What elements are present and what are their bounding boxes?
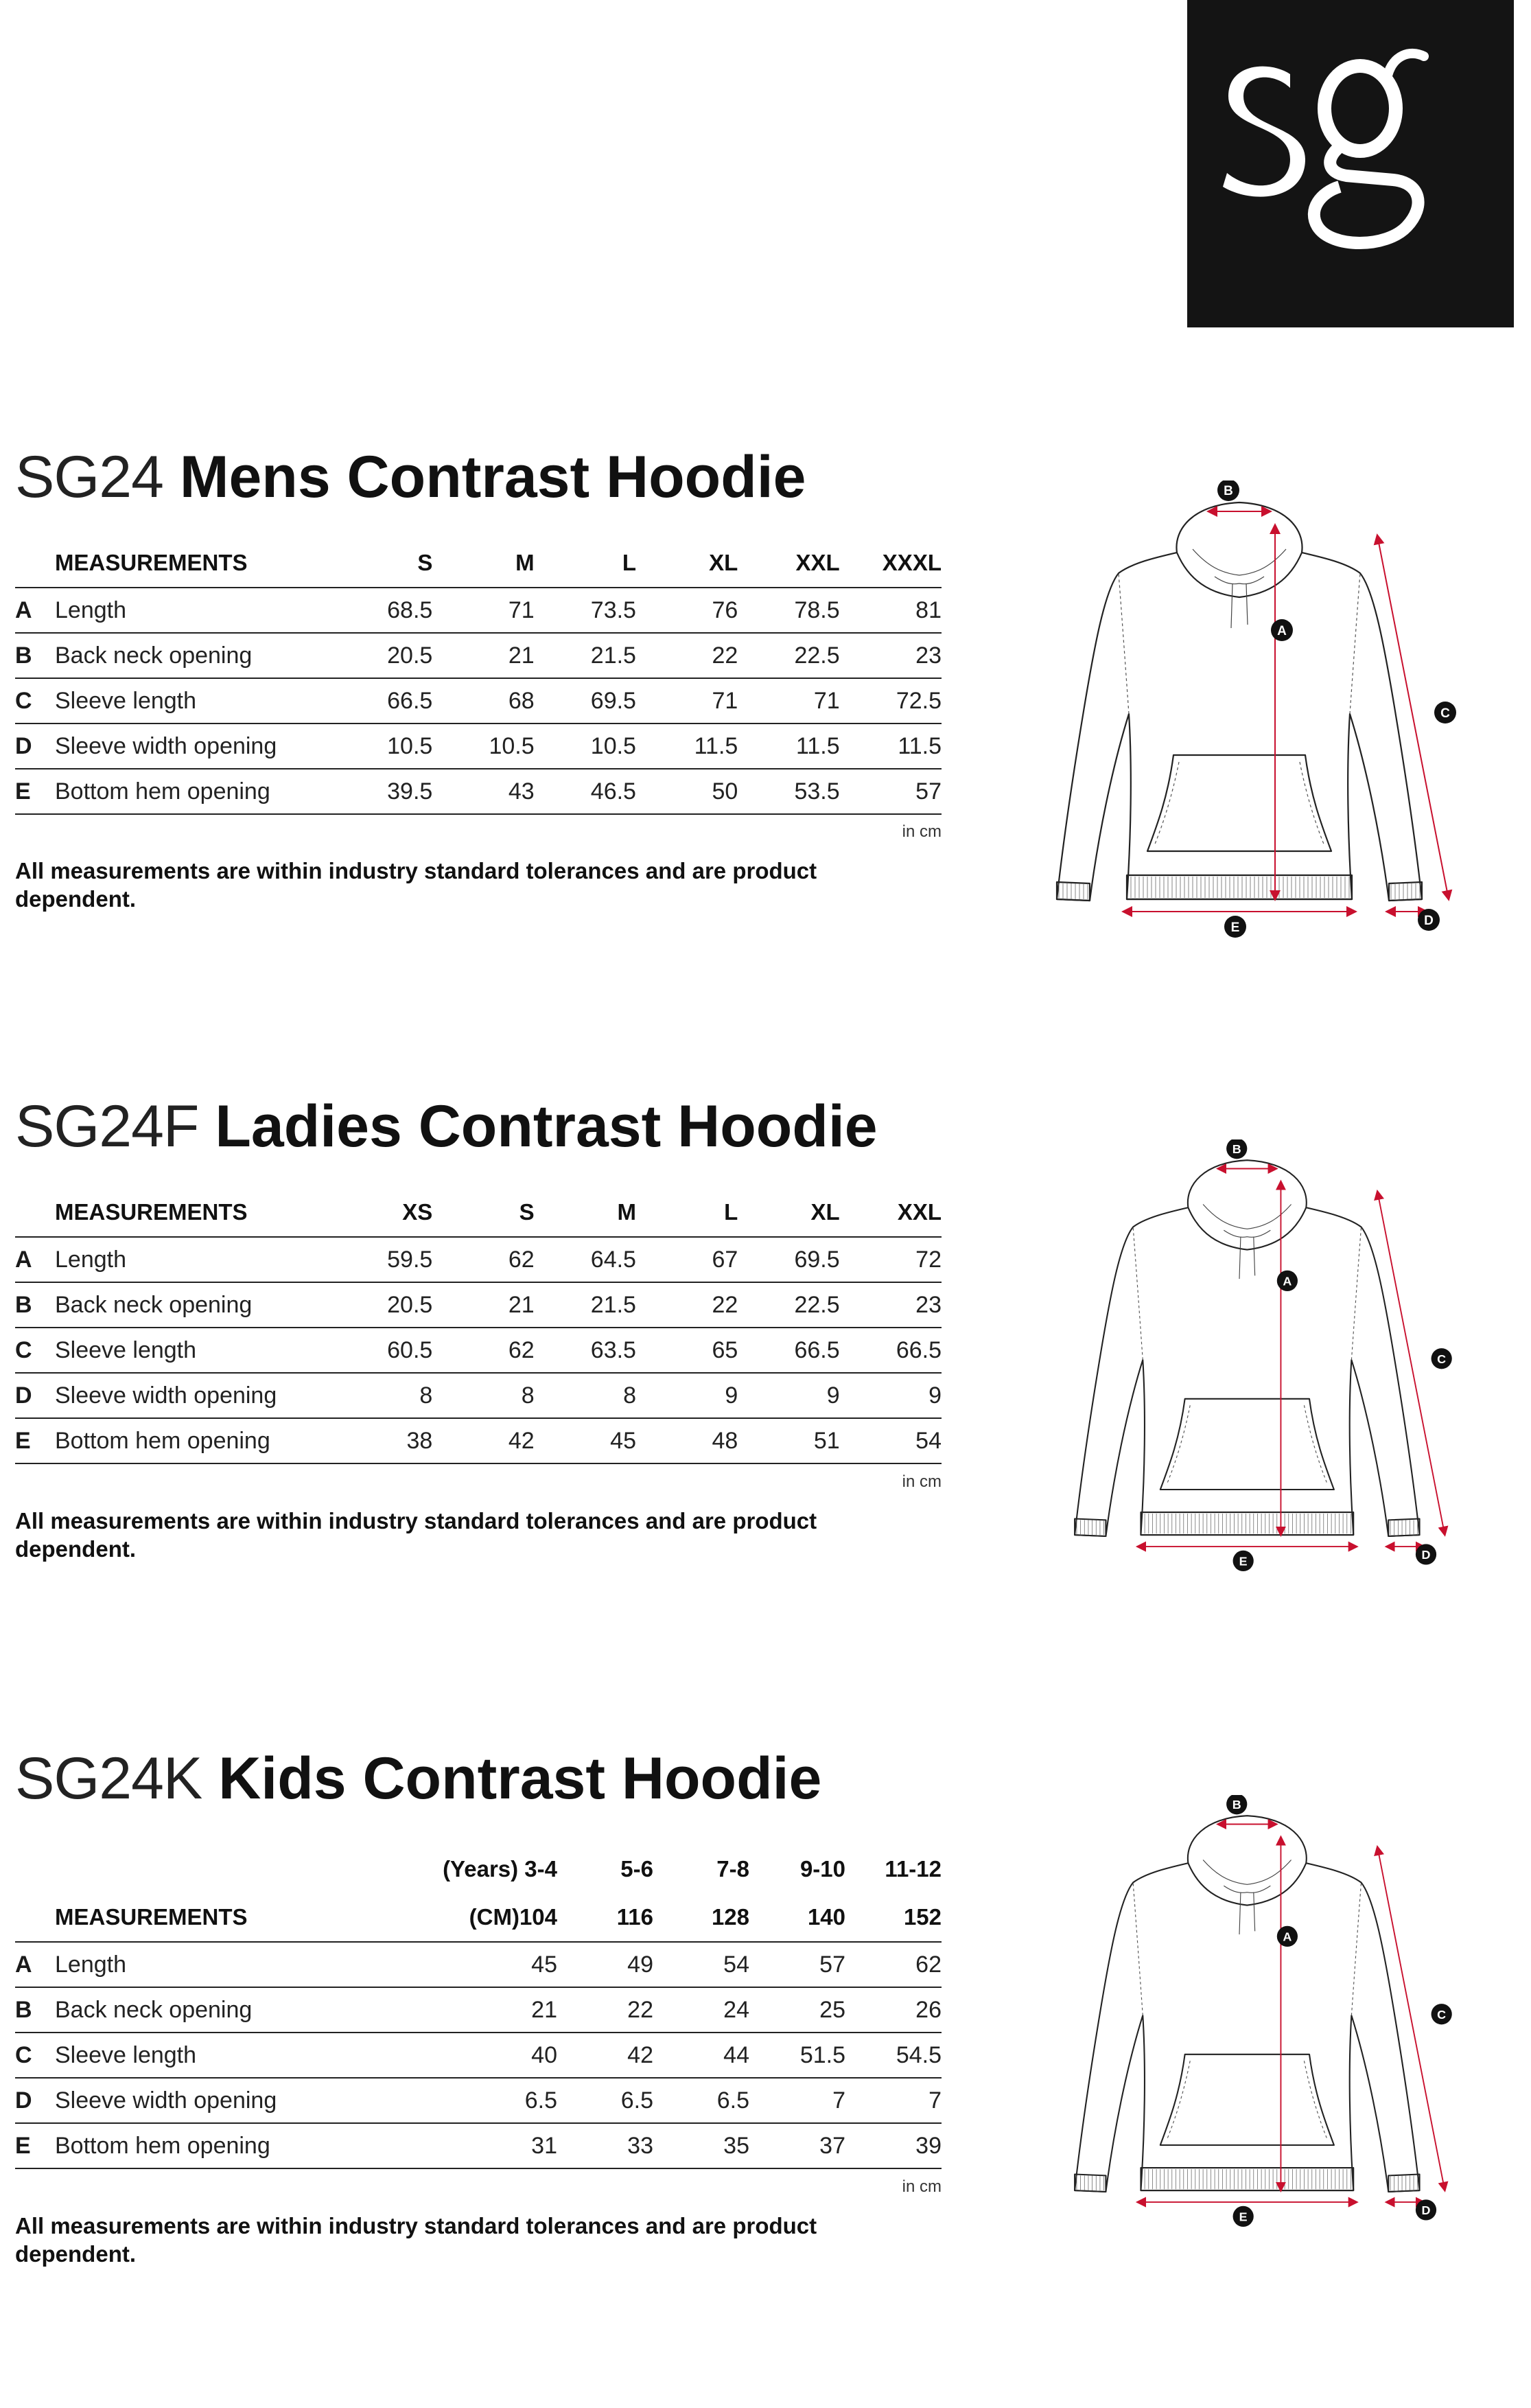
label-badge-text: B	[1224, 484, 1233, 498]
row-letter: D	[15, 723, 55, 769]
age-header: 7-8	[716, 1856, 749, 1882]
section-title	[15, 1093, 878, 1159]
tolerance-note: All measurements are within industry standard tolerances and are product dependent.	[15, 1508, 817, 1562]
table-row	[15, 2033, 942, 2078]
cell-value: 71	[738, 678, 839, 723]
hoodie-hood	[1176, 502, 1302, 597]
cell-value: 7	[749, 2078, 845, 2123]
cell-value: 8	[432, 1373, 534, 1418]
cell-value: 42	[432, 1418, 534, 1463]
cell-value: 72	[840, 1237, 942, 1282]
row-label: Sleeve width opening	[55, 2078, 331, 2123]
cell-value: 54	[653, 1942, 749, 1987]
cuff-right	[1389, 882, 1422, 901]
cell-value: 65	[636, 1328, 738, 1373]
label-badge-text: A	[1283, 1274, 1292, 1288]
sg-logo-mark	[1187, 0, 1514, 327]
size-header: 128	[653, 1893, 749, 1942]
row-letter: C	[15, 678, 55, 723]
cuff-right	[1388, 1519, 1419, 1537]
size-header: XXL	[840, 1188, 942, 1237]
pocket-stitching	[1154, 762, 1324, 846]
table-row	[15, 1418, 942, 1463]
label-badge-text: D	[1421, 1548, 1431, 1562]
cell-value: 42	[557, 2033, 653, 2078]
cell-value: 45	[535, 1418, 636, 1463]
hoodie-diagram-kids	[1029, 1795, 1496, 2262]
table-row	[15, 723, 942, 769]
label-badge-text: D	[1421, 2203, 1431, 2218]
table-row	[15, 633, 942, 678]
row-letter: B	[15, 633, 55, 678]
cell-value: 66.5	[840, 1328, 942, 1373]
age-header: (Years) 3-4	[443, 1856, 557, 1882]
cell-value: 67	[636, 1237, 738, 1282]
cell-value: 46.5	[535, 769, 636, 814]
cell-value: 21.5	[535, 1282, 636, 1328]
label-badge-text: B	[1232, 1797, 1241, 1811]
cell-value: 21	[432, 633, 534, 678]
hoodie-body	[1057, 553, 1422, 901]
table-header-row	[15, 1188, 942, 1237]
table-row	[15, 588, 942, 633]
size-header: S	[432, 1188, 534, 1237]
cell-value: 51.5	[749, 2033, 845, 2078]
product-code: SG24	[15, 444, 163, 510]
row-label: Back neck opening	[55, 633, 331, 678]
table-row	[15, 1373, 942, 1418]
cell-value: 53.5	[738, 769, 839, 814]
row-label: Back neck opening	[55, 1987, 331, 2033]
table-row	[15, 1282, 942, 1328]
product-name: Ladies Contrast Hoodie	[215, 1093, 878, 1159]
hoodie-outline	[1009, 481, 1503, 975]
cell-value: 22.5	[738, 633, 839, 678]
row-letter: C	[15, 1328, 55, 1373]
hood-neckline	[1215, 577, 1264, 584]
table-row	[15, 1942, 942, 1987]
row-label: Length	[55, 588, 331, 633]
cell-value: 60.5	[331, 1328, 432, 1373]
size-header: XXXL	[840, 539, 942, 588]
hood-neckline	[1224, 1886, 1270, 1892]
cell-value: 54	[840, 1418, 942, 1463]
cell-value: 23	[840, 1282, 942, 1328]
cell-value: 24	[653, 1987, 749, 2033]
table-row	[15, 769, 942, 814]
row-letter: C	[15, 2033, 55, 2078]
table-header-row	[15, 1893, 942, 1942]
cell-value: 21	[331, 1987, 557, 2033]
label-badge-text: A	[1277, 624, 1287, 638]
row-letter: A	[15, 1237, 55, 1282]
row-letter: A	[15, 1942, 55, 1987]
pocket-stitching	[1167, 1405, 1327, 1484]
cell-value: 20.5	[331, 1282, 432, 1328]
cell-value: 22	[557, 1987, 653, 2033]
row-label: Sleeve length	[55, 2033, 331, 2078]
cell-value: 8	[535, 1373, 636, 1418]
label-badge-text: D	[1424, 914, 1434, 928]
cell-value: 21.5	[535, 633, 636, 678]
sleeve-seam-left	[1133, 1883, 1143, 2016]
hood-inner-seam	[1203, 1204, 1291, 1229]
unit-label: in cm	[902, 1472, 942, 1491]
size-header: 140	[749, 1893, 845, 1942]
size-header: M	[432, 539, 534, 588]
cell-value: 49	[557, 1942, 653, 1987]
hoodie-hood	[1188, 1816, 1307, 1905]
unit-label: in cm	[902, 2177, 942, 2196]
table-row	[15, 1328, 942, 1373]
table-row	[15, 678, 942, 723]
section-title	[15, 1746, 822, 1811]
label-badge-text: B	[1232, 1142, 1241, 1156]
label-badge-text: C	[1437, 1352, 1447, 1366]
cell-value: 68.5	[331, 588, 432, 633]
cell-value: 54.5	[845, 2033, 942, 2078]
sleeve-seam-right	[1351, 1883, 1361, 2016]
cell-value: 11.5	[840, 723, 942, 769]
cell-value: 35	[653, 2123, 749, 2168]
product-code: SG24K	[15, 1746, 202, 1811]
size-header: XL	[636, 539, 738, 588]
cell-value: 57	[840, 769, 942, 814]
product-code: SG24F	[15, 1093, 199, 1159]
cell-value: 69.5	[535, 678, 636, 723]
hem-rib	[1141, 2168, 1353, 2190]
cell-value: 10.5	[432, 723, 534, 769]
product-name: Kids Contrast Hoodie	[218, 1746, 822, 1811]
size-header: 116	[557, 1893, 653, 1942]
age-header: 11-12	[885, 1856, 942, 1882]
size-header: XS	[331, 1188, 432, 1237]
cuff-left	[1075, 2175, 1106, 2192]
cell-value: 38	[331, 1418, 432, 1463]
drawstrings	[1239, 1892, 1255, 1934]
kangaroo-pocket	[1160, 1399, 1334, 1490]
cell-value: 7	[845, 2078, 942, 2123]
label-badge-text: E	[1239, 1554, 1248, 1568]
hoodie-body	[1075, 1207, 1419, 1536]
product-name: Mens Contrast Hoodie	[179, 444, 806, 510]
sg-logo	[1187, 0, 1514, 327]
cell-value: 6.5	[557, 2078, 653, 2123]
row-label: Bottom hem opening	[55, 2123, 331, 2168]
age-header: 9-10	[799, 1856, 845, 1882]
cell-value: 73.5	[535, 588, 636, 633]
cell-value: 69.5	[738, 1237, 839, 1282]
size-table	[15, 1845, 942, 2169]
cell-value: 72.5	[840, 678, 942, 723]
cell-value: 51	[738, 1418, 839, 1463]
hoodie-diagram-ladies	[1029, 1139, 1496, 1606]
cell-value: 43	[432, 769, 534, 814]
unit-label: in cm	[902, 822, 942, 841]
drawstrings	[1239, 1237, 1255, 1279]
size-table	[15, 539, 942, 815]
cell-value: 33	[557, 2123, 653, 2168]
size-header: 152	[845, 1893, 942, 1942]
cell-value: 25	[749, 1987, 845, 2033]
cell-value: 81	[840, 588, 942, 633]
size-header: L	[535, 539, 636, 588]
measurements-header: MEASUREMENTS	[15, 539, 331, 588]
row-letter: E	[15, 1418, 55, 1463]
cell-value: 20.5	[331, 633, 432, 678]
hem-rib	[1127, 875, 1352, 899]
cuff-right	[1388, 2175, 1419, 2192]
cell-value: 63.5	[535, 1328, 636, 1373]
label-badge-text: C	[1440, 706, 1450, 721]
age-header: 5-6	[620, 1856, 653, 1882]
row-letter: D	[15, 1373, 55, 1418]
size-header: L	[636, 1188, 738, 1237]
label-badge-text: A	[1283, 1930, 1292, 1944]
cell-value: 45	[331, 1942, 557, 1987]
row-label: Back neck opening	[55, 1282, 331, 1328]
sleeve-seam-left	[1119, 573, 1129, 714]
cell-value: 26	[845, 1987, 942, 2033]
hood-inner-seam	[1203, 1860, 1291, 1884]
cell-value: 9	[738, 1373, 839, 1418]
cell-value: 8	[331, 1373, 432, 1418]
cell-value: 37	[749, 2123, 845, 2168]
drawstrings	[1231, 583, 1248, 628]
sleeve-seam-left	[1133, 1227, 1143, 1361]
cell-value: 23	[840, 633, 942, 678]
cell-value: 39	[845, 2123, 942, 2168]
hoodie-outline	[1029, 1795, 1496, 2262]
cell-value: 40	[331, 2033, 557, 2078]
tolerance-note: All measurements are within industry standard tolerances and are product dependent.	[15, 858, 817, 912]
kangaroo-pocket	[1147, 755, 1331, 851]
measurements-header: MEASUREMENTS	[15, 1188, 331, 1237]
cell-value: 59.5	[331, 1237, 432, 1282]
pocket-stitching	[1167, 2061, 1327, 2140]
table-row	[15, 2078, 942, 2123]
cell-value: 11.5	[738, 723, 839, 769]
label-badge-text: C	[1437, 2007, 1447, 2022]
kangaroo-pocket	[1160, 2054, 1334, 2145]
cell-value: 62	[845, 1942, 942, 1987]
cell-value: 78.5	[738, 588, 839, 633]
row-label: Length	[55, 1942, 331, 1987]
row-letter: E	[15, 2123, 55, 2168]
cell-value: 68	[432, 678, 534, 723]
cell-value: 57	[749, 1942, 845, 1987]
hoodie-outline	[1029, 1139, 1496, 1606]
cuff-left	[1057, 882, 1090, 901]
row-letter: E	[15, 769, 55, 814]
cell-value: 10.5	[331, 723, 432, 769]
cell-value: 62	[432, 1237, 534, 1282]
section-title	[15, 444, 806, 510]
row-label: Length	[55, 1237, 331, 1282]
row-letter: A	[15, 588, 55, 633]
label-badge-text: E	[1239, 2210, 1248, 2224]
size-header: S	[331, 539, 432, 588]
hem-rib	[1141, 1512, 1353, 1535]
table-row	[15, 1237, 942, 1282]
cell-value: 76	[636, 588, 738, 633]
cell-value: 50	[636, 769, 738, 814]
row-letter: B	[15, 1282, 55, 1328]
row-label: Bottom hem opening	[55, 1418, 331, 1463]
cell-value: 10.5	[535, 723, 636, 769]
cell-value: 11.5	[636, 723, 738, 769]
row-label: Sleeve width opening	[55, 723, 331, 769]
cell-value: 21	[432, 1282, 534, 1328]
row-label: Sleeve length	[55, 1328, 331, 1373]
table-row	[15, 1987, 942, 2033]
cell-value: 6.5	[331, 2078, 557, 2123]
cell-value: 44	[653, 2033, 749, 2078]
cell-value: 6.5	[653, 2078, 749, 2123]
cell-value: 66.5	[738, 1328, 839, 1373]
hoodie-diagram-mens	[1009, 481, 1503, 975]
size-header: XXL	[738, 539, 839, 588]
hood-neckline	[1224, 1230, 1270, 1237]
row-label: Sleeve width opening	[55, 1373, 331, 1418]
table-header-row	[15, 539, 942, 588]
cell-value: 22	[636, 633, 738, 678]
row-label: Bottom hem opening	[55, 769, 331, 814]
cell-value: 39.5	[331, 769, 432, 814]
label-badge-text: E	[1230, 921, 1240, 935]
cell-value: 22	[636, 1282, 738, 1328]
cell-value: 9	[636, 1373, 738, 1418]
row-label: Sleeve length	[55, 678, 331, 723]
row-letter: B	[15, 1987, 55, 2033]
size-header: M	[535, 1188, 636, 1237]
size-header: (CM)104	[331, 1893, 557, 1942]
table-row	[15, 2123, 942, 2168]
cell-value: 48	[636, 1418, 738, 1463]
cell-value: 64.5	[535, 1237, 636, 1282]
cell-value: 66.5	[331, 678, 432, 723]
row-letter: D	[15, 2078, 55, 2123]
measurements-header: MEASUREMENTS	[15, 1893, 331, 1942]
cell-value: 71	[432, 588, 534, 633]
cell-value: 9	[840, 1373, 942, 1418]
cell-value: 31	[331, 2123, 557, 2168]
size-table	[15, 1188, 942, 1464]
sleeve-seam-right	[1351, 1227, 1361, 1361]
table-age-row	[15, 1845, 942, 1893]
size-header: XL	[738, 1188, 839, 1237]
cell-value: 62	[432, 1328, 534, 1373]
hood-inner-seam	[1193, 549, 1286, 575]
cell-value: 71	[636, 678, 738, 723]
sleeve-seam-right	[1350, 573, 1360, 714]
hoodie-body	[1075, 1863, 1419, 2192]
tolerance-note: All measurements are within industry standard tolerances and are product dependent.	[15, 2213, 817, 2267]
hoodie-hood	[1188, 1160, 1307, 1249]
cell-value: 22.5	[738, 1282, 839, 1328]
cuff-left	[1075, 1519, 1106, 1537]
